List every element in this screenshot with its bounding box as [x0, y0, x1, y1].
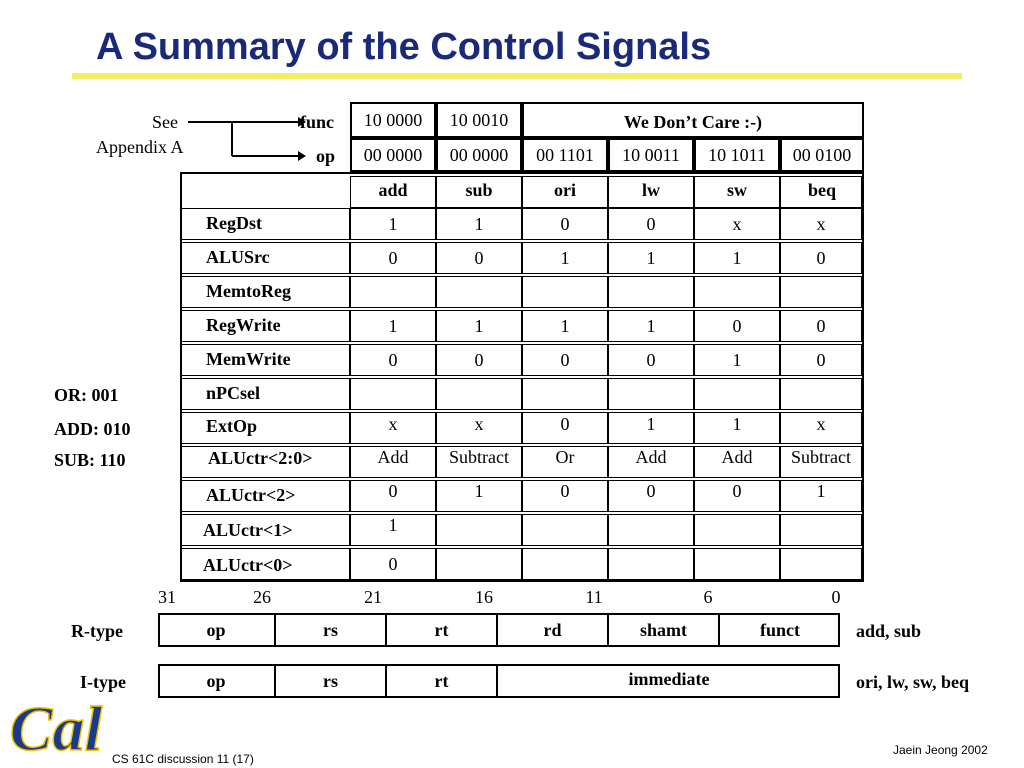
value-beq: x	[816, 414, 826, 434]
value-ori: 1	[560, 316, 570, 336]
grid-cell	[694, 378, 780, 410]
op-value-sw: 10 1011	[708, 144, 766, 165]
value-add: x	[388, 414, 398, 434]
see-label: See	[152, 112, 178, 132]
bit-11: 11	[585, 587, 603, 607]
value-sw: 1	[732, 350, 742, 370]
value-sub: 1	[474, 316, 484, 336]
value-lw: 0	[646, 214, 656, 234]
rtype-field-rt: rt	[387, 613, 498, 647]
alu-code-add: ADD: 010	[54, 419, 131, 439]
grid-cell	[522, 514, 608, 546]
func-value-sub: 10 0010	[449, 109, 509, 130]
bit-0: 0	[831, 587, 841, 607]
value-add: 1	[388, 316, 398, 336]
grid-cell	[436, 276, 522, 308]
grid-cell	[522, 548, 608, 580]
rtype-note: add, sub	[856, 621, 922, 641]
value-sub: 0	[474, 350, 484, 370]
value-ori: 0	[560, 481, 570, 501]
value-add: Add	[377, 447, 409, 467]
rtype-field-funct: funct	[760, 619, 800, 640]
rtype-field-rd: rd	[498, 613, 609, 647]
bit-26: 26	[253, 587, 271, 607]
op-label: op	[316, 146, 336, 166]
rtype-field-shamt: shamt	[609, 613, 720, 647]
row-label-extop: ExtOp	[206, 416, 258, 436]
value-lw: 0	[646, 350, 656, 370]
row-label-aluctr-0: ALUctr<0>	[203, 555, 293, 575]
grid-cell	[522, 378, 608, 410]
grid-cell	[608, 276, 694, 308]
grid-cell	[780, 276, 862, 308]
appendix-arrows	[188, 110, 308, 170]
value-lw: 1	[646, 248, 656, 268]
func-value-add: 10 0000	[363, 109, 423, 130]
row-label-alusrc: ALUSrc	[206, 247, 270, 267]
value-add: 0	[388, 481, 398, 501]
value-beq: 0	[816, 316, 826, 336]
value-beq: 1	[816, 481, 826, 501]
row-label-aluctr-2: ALUctr<2>	[206, 485, 296, 505]
row-label-regwrite: RegWrite	[206, 315, 281, 335]
value-sub: x	[474, 414, 484, 434]
value-sub: 1	[474, 214, 484, 234]
value-add: 1	[388, 515, 398, 535]
value-beq: 0	[816, 350, 826, 370]
func-label: func	[300, 112, 335, 132]
rtype-label: R-type	[71, 621, 123, 641]
itype-field-rt: rt	[387, 664, 498, 698]
value-beq: 0	[816, 248, 826, 268]
grid-cell	[780, 378, 862, 410]
grid-cell	[608, 548, 694, 580]
grid-cell	[780, 548, 862, 580]
grid-cell	[608, 378, 694, 410]
value-lw: 1	[646, 316, 656, 336]
value-sw: 0	[732, 481, 742, 501]
footer-course: CS 61C discussion 11 (17)	[112, 752, 254, 766]
op-value-add: 00 0000	[363, 144, 423, 165]
value-lw: Add	[635, 447, 667, 467]
value-sw: Add	[721, 447, 753, 467]
rtype-field-op: op	[158, 613, 276, 647]
header-sub: sub	[465, 179, 493, 200]
itype-note: ori, lw, sw, beq	[856, 672, 970, 692]
dont-care-text: We Don’t Care :-)	[623, 111, 763, 132]
grid-cell	[436, 378, 522, 410]
value-beq: Subtract	[791, 447, 851, 467]
grid-cell	[350, 276, 436, 308]
value-add: 0	[388, 350, 398, 370]
page-title: A Summary of the Control Signals	[96, 26, 712, 68]
value-add: 0	[388, 248, 398, 268]
value-sub: 1	[474, 481, 484, 501]
value-ori: 1	[560, 248, 570, 268]
itype-field-rs: rs	[276, 664, 387, 698]
grid-cell	[694, 276, 780, 308]
row-label-memtoreg: MemtoReg	[206, 281, 291, 301]
op-value-beq: 00 0100	[792, 144, 852, 165]
op-value-lw: 10 0011	[622, 144, 680, 165]
grid-cell	[522, 276, 608, 308]
header-beq: beq	[807, 179, 836, 200]
itype-field-immediate: immediate	[628, 668, 710, 689]
value-ori: 0	[560, 414, 570, 434]
header-ori: ori	[554, 179, 576, 200]
value-add: 0	[388, 554, 398, 574]
value-lw: 1	[646, 414, 656, 434]
cal-logo-text: Cal	[9, 693, 103, 764]
header-lw: lw	[642, 179, 660, 200]
alu-code-sub: SUB: 110	[54, 450, 126, 470]
value-ori: 0	[560, 350, 570, 370]
grid-cell	[436, 548, 522, 580]
value-sub: 0	[474, 248, 484, 268]
value-ori: 0	[560, 214, 570, 234]
alu-code-or: OR: 001	[54, 385, 119, 405]
cal-logo	[4, 690, 108, 764]
row-label-memwrite: MemWrite	[206, 349, 291, 369]
grid-cell	[694, 514, 780, 546]
op-value-sub: 00 0000	[449, 144, 509, 165]
itype-field-op: op	[158, 664, 276, 698]
value-beq: x	[816, 214, 826, 234]
grid-cell	[350, 378, 436, 410]
bit-6: 6	[703, 587, 713, 607]
value-sw: 1	[732, 414, 742, 434]
value-sw: 1	[732, 248, 742, 268]
header-add: add	[378, 179, 408, 200]
value-sw: x	[732, 214, 742, 234]
grid-cell	[694, 548, 780, 580]
value-sub: Subtract	[449, 447, 509, 467]
op-value-ori: 00 1101	[536, 144, 594, 165]
row-label-aluctr-2-0: ALUctr<2:0>	[208, 448, 313, 468]
itype-label: I-type	[80, 672, 126, 692]
value-add: 1	[388, 214, 398, 234]
bit-21: 21	[364, 587, 382, 607]
row-label-aluctr-1: ALUctr<1>	[203, 520, 293, 540]
rtype-field-rs: rs	[276, 613, 387, 647]
value-lw: 0	[646, 481, 656, 501]
bit-31: 31	[158, 587, 176, 607]
row-label-npcsel: nPCsel	[206, 383, 260, 403]
title-underline	[72, 73, 962, 79]
value-ori: Or	[555, 447, 575, 467]
row-label-regdst: RegDst	[206, 213, 262, 233]
value-sw: 0	[732, 316, 742, 336]
bit-16: 16	[475, 587, 493, 607]
grid-cell	[608, 514, 694, 546]
grid-cell	[780, 514, 862, 546]
footer-author: Jaein Jeong 2002	[893, 743, 988, 757]
appendix-label: Appendix A	[96, 137, 184, 157]
grid-cell	[436, 514, 522, 546]
header-sw: sw	[726, 179, 747, 200]
